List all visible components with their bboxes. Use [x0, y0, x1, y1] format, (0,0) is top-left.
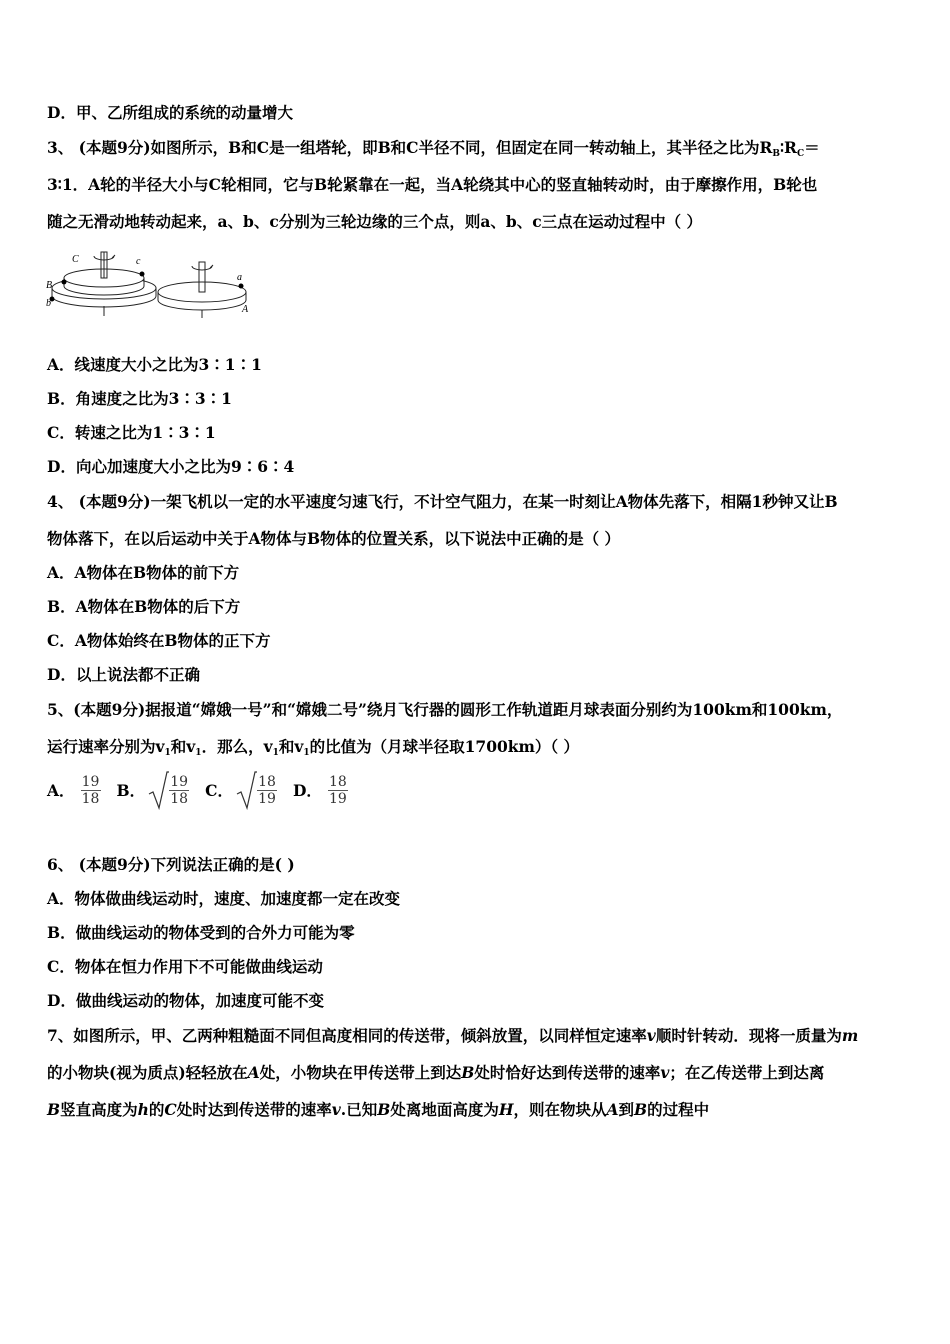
q6-option-d: D．做曲线运动的物体，加速度可能不变 — [47, 991, 324, 1010]
q7-stem-line3: B竖直高度为h的C处时达到传送带的速率v.已知B处离地面高度为H，则在物块从A到B的过程中 — [47, 1100, 710, 1119]
q5-option-d-fraction: $\frac{18}{19}$ — [329, 773, 347, 807]
q4-stem-line2: 物体落下，在以后运动中关于A物体与B物体的位置关系，以下说法中正确的是（ ） — [47, 529, 621, 548]
q7-stem-line1: 7、如图所示，甲、乙两种粗糙面不同但高度相同的传送带，倾斜放置，以同样恒定速率v顺时针转动．现将一质量为m — [47, 1026, 859, 1045]
q3-stem-line1: 3、 (本题9分)如图所示，B和C是一组塔轮，即B和C半径不同，但固定在同一转动轴上，其半径之比为$R_B∶R_C=$ — [47, 138, 820, 159]
q6-option-a: A．物体做曲线运动时，速度、加速度都一定在改变 — [47, 889, 401, 908]
q3-stem-line3: 随之无滑动地转动起来，a、b、c分别为三轮边缘的三个点，则a、b、c三点在运动过程中（ ） — [47, 212, 703, 231]
label-A: A — [242, 304, 249, 315]
q4-option-c: C．A物体始终在B物体的正下方 — [47, 631, 271, 650]
q3-option-c: C．转速之比为1∶3∶1 — [47, 423, 216, 442]
q6-stem: 6、 (本题9分)下列说法正确的是( ) — [47, 855, 295, 874]
label-a: a — [237, 272, 242, 283]
q3-option-d: D．向心加速度大小之比为9∶6∶4 — [47, 457, 295, 476]
q5-stem-line2: 运行速率分别为$v_1$和$v_1$．那么，$v_1$和$v_1$的比值为（月球半径取1700km）（ ） — [47, 737, 580, 758]
q3-option-a: A．线速度大小之比为3∶1∶1 — [47, 355, 262, 374]
q5-stem-line1: 5、(本题9分)据报道“嫦娥一号”和“嫦娥二号”绕月飞行器的圆形工作轨道距月球表面分别约为100km和100km， — [47, 700, 843, 719]
q6-option-b: B．做曲线运动的物体受到的合外力可能为零 — [47, 923, 355, 942]
q5-option-a-fraction: $\frac{19}{18}$ — [81, 773, 100, 807]
q4-option-d: D．以上说法都不正确 — [47, 665, 200, 684]
q4-option-b: B．A物体在B物体的后下方 — [47, 597, 241, 616]
q3-stem-line2: 3∶1．A轮的半径大小与C轮相同，它与B轮紧靠在一起，当A轮绕其中心的竖直轴转动时，由于摩擦作用，B轮也 — [47, 175, 818, 194]
q4-stem-line1: 4、 (本题9分)一架飞机以一定的水平速度匀速飞行，不计空气阻力，在某一时刻让A物体先落下，相隔1秒钟又让B — [47, 492, 838, 511]
q2-option-d: D．甲、乙所组成的系统的动量增大 — [47, 103, 293, 122]
q4-option-a: A．A物体在B物体的前下方 — [47, 563, 240, 582]
q7-stem-line2: 的小物块(视为质点)轻轻放在A处，小物块在甲传送带上到达B处时恰好达到传送带的速率v；在乙传送带上到达离 — [47, 1063, 825, 1082]
q5-option-d-label: D． — [292, 781, 322, 800]
label-C: C — [72, 254, 79, 265]
label-b: b — [46, 298, 51, 309]
q5-option-b-label: B． — [116, 781, 146, 800]
q5-options — [47, 770, 352, 810]
label-c: c — [136, 256, 141, 267]
tower-wheel-figure — [44, 244, 254, 324]
q6-option-c: C．物体在恒力作用下不可能做曲线运动 — [47, 957, 323, 976]
label-B: B — [46, 280, 53, 291]
q5-option-b-sqrt: $\frac{19}{18}$ — [147, 770, 193, 810]
q3-option-b: B．角速度之比为3∶3∶1 — [47, 389, 232, 408]
q5-option-c-sqrt: $\frac{18}{19}$ — [235, 770, 281, 810]
q5-option-c-label: C． — [205, 781, 233, 800]
q5-option-a-label: A． — [47, 781, 75, 800]
